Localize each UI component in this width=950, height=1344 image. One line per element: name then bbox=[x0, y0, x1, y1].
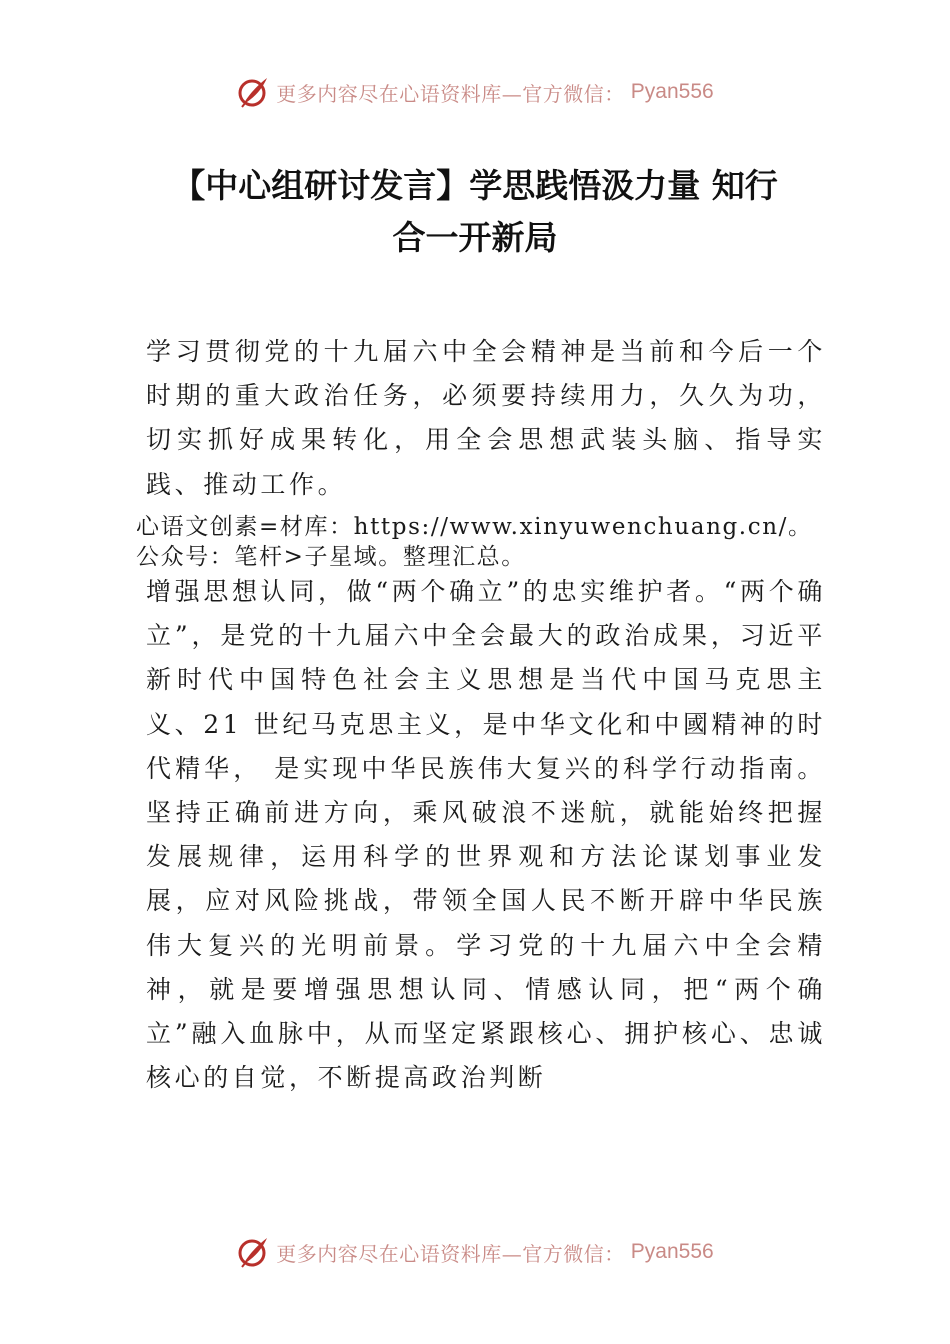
paragraph-intro: 学习贯彻党的十九届六中全会精神是当前和今后一个时期的重大政治任务，必须要持续用力，久久为功，切实抓好成果转化，用全会思想武装头脑、指导实践、推动工作。 bbox=[146, 337, 826, 499]
quill-logo-icon bbox=[236, 1235, 270, 1269]
document-title bbox=[110, 160, 840, 264]
banner-wechat-id: Pyan556 bbox=[630, 1240, 714, 1263]
quill-logo-icon bbox=[236, 75, 270, 109]
title-line-1: 【中心组研讨发言】学思践悟汲力量 知行 bbox=[172, 166, 778, 205]
banner-text: 更多内容尽在心语资料库—官方微信： bbox=[276, 1241, 625, 1266]
footer-watermark-banner bbox=[0, 1232, 950, 1272]
banner-text: 更多内容尽在心语资料库—官方微信： bbox=[276, 81, 625, 106]
banner-wechat-id: Pyan556 bbox=[630, 80, 714, 103]
paragraph-body: 增强思想认同，做“两个确立”的忠实维护者。“两个确立”，是党的十九届六中全会最大的政治成果，习近平新时代中国特色社会主义思想是当代中国马克思主义、21 世纪马克思主义，是中华文化和中國精神的时代精华， 是实现中华民族伟大复兴的科学行动指南。坚持正确前进方向，乘风破浪不迷航，就能始终把握发展规律，运用科学的世界观和方法论谋划事业发展，应对风险挑战，带领全国人民不断开辟中华民族伟大复兴的光明前景。学习党的十九届六中全会精神，就是要增强思想认同、情感认同，把“两个确立”融入血脉中，从而坚定紧跟核心、拥护核心、忠诚核心的自觉，不断提高政治判断 bbox=[146, 577, 826, 1093]
title-line-2: 合一开新局 bbox=[392, 218, 558, 257]
source-note: 心语文创素=材库：https://www.xinyuwenchuang.cn/。公众号：笔杆>子星域。整理汇总。 bbox=[136, 514, 813, 570]
header-watermark-banner bbox=[0, 72, 950, 112]
